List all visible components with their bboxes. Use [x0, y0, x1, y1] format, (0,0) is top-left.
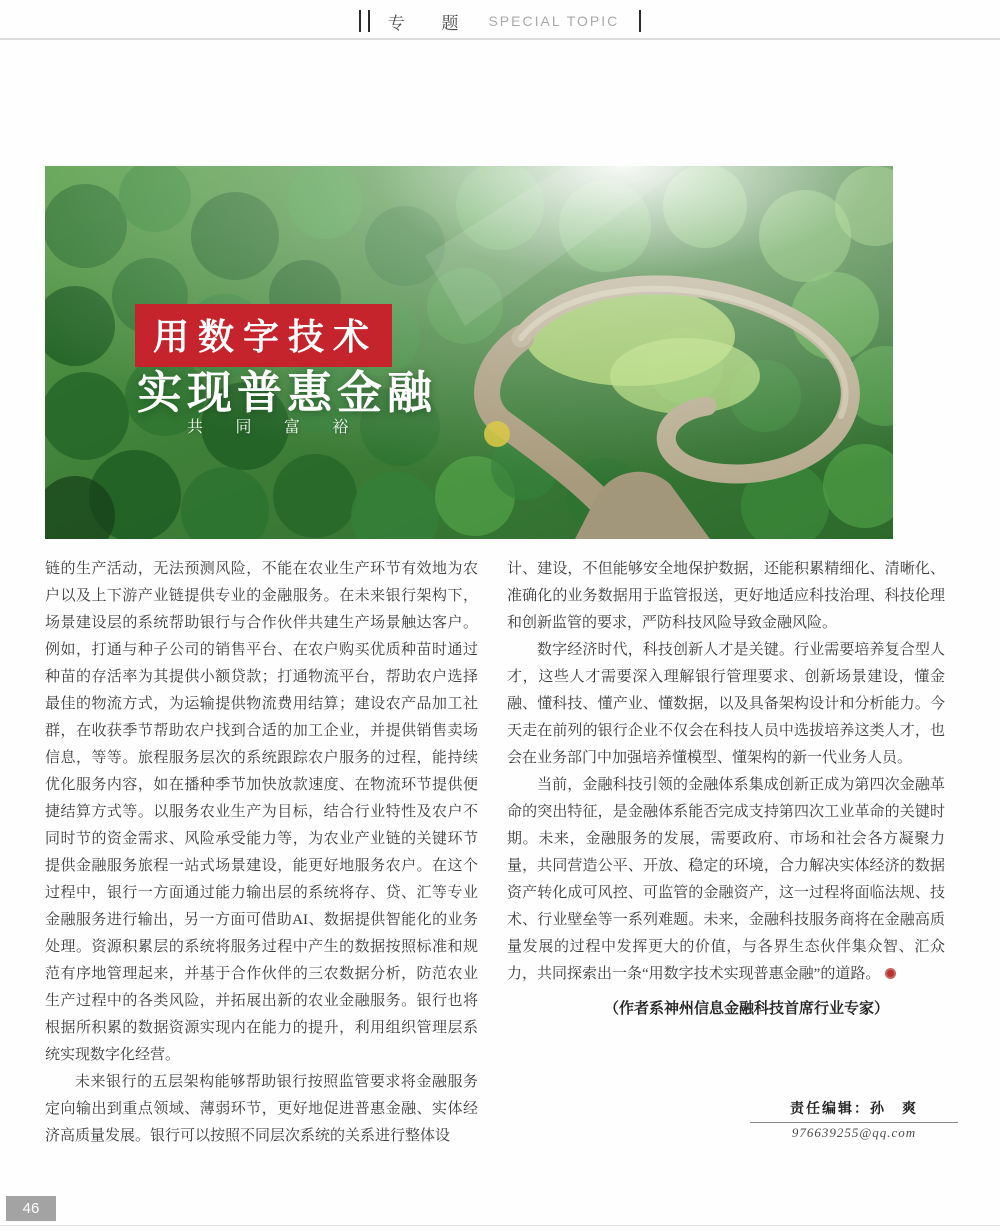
single-bar-icon	[639, 10, 641, 32]
hero-title-line2: 实现普惠金融	[137, 367, 438, 418]
right-paragraph-3-text: 当前，金融科技引领的金融体系集成创新正成为第四次金融革命的突出特征，是金融体系能否完成支持第四次工业革命的关键时期。未来，金融服务的发展，需要政府、市场和社会各方凝聚力量，共同营造公平、开放、稳定的环境，合力解决实体经济的数据资产转化成可风控、可监管的金融资产，这一过程将面临法规、技术、行业壁垒等一系列难题。未来，金融科技服务商将在金融高质量发展的过程中发挥更大的价值，与各界生态伙伴集众智、汇众力，共同探索出一条“用数字技术实现普惠金融”的道路。	[507, 777, 945, 982]
editor-email: 976639255@qq.com	[791, 1125, 917, 1140]
left-paragraph-1: 链的生产活动，无法预测风险，不能在农业生产环节有效地为农户以及上下游产业链提供专业的金融服务。在未来银行架构下，场景建设层的系统帮助银行与合作伙伴共建生产场景触达客户。例如，打通与种子公司的销售平台、在农户购买优质种苗时通过种苗的存活率为其提供小额贷款；打通物流平台，帮助农户选择最佳的物流方式，为运输提供物流费用结算；建设农产品加工社群，在收获季节帮助农户找到合适的加工企业，并提供销售卖场信息，等等。旅程服务层次的系统跟踪农户服务的过程，能持续优化服务内容，如在播种季节加快放款速度、在物流环节提供便捷结算方式等。以服务农业生产为目标，结合行业特性及农户不同时节的资金需求、风险承受能力等，为农业产业链的关键环节提供金融服务旅程一站式场景建设，能更好地服务农户。在这个过程中，银行一方面通过能力输出层的系统将存、贷、汇等专业金融服务进行输出，另一方面可借助AI、数据提供智能化的业务处理。资源积累层的系统将服务过程中产生的数据按照标准和规范有序地管理起来，并基于合作伙伴的三农数据分析，防范农业生产过程中的各类风险，并拓展出新的农业金融服务。银行也将根据所积累的数据资源实现内在能力的提升，利用组织管理层系统实现数字化经营。	[45, 561, 478, 1063]
article-right-column	[507, 556, 945, 1022]
header-title-cn: 专 题	[387, 13, 475, 33]
bottom-divider	[0, 1225, 1000, 1226]
page-header	[0, 6, 1000, 36]
hero-overlay	[45, 166, 893, 539]
right-paragraph-2: 数字经济时代，科技创新人才是关键。行业需要培养复合型人才，这些人才需要深入理解银行管理要求、创新场景建设，懂金融、懂科技、懂产业、懂数据，以及具备架构设计和分析能力。今天走在前列的银行企业不仅会在科技人员中选拔培养这类人才，也会在业务部门中加强培养懂模型、懂架构的新一代业务人员。	[507, 642, 945, 766]
left-paragraph-2: 未来银行的五层架构能够帮助银行按照监管要求将金融服务定向输出到重点领域、薄弱环节，更好地促进普惠金融、实体经济高质量发展。银行可以按照不同层次系统的关系进行整体设	[45, 1074, 478, 1144]
article-end-mark-icon	[885, 968, 896, 979]
header-title-en: SPECIAL TOPIC	[488, 13, 620, 29]
double-bar-icon	[359, 10, 370, 32]
hero-subtitle: 共 同 富 裕	[187, 419, 363, 436]
editor-name: 责任编辑：孙 爽	[750, 1098, 958, 1123]
article-left-column	[45, 556, 478, 1150]
editor-block	[750, 1098, 958, 1141]
right-paragraph-3	[507, 772, 945, 988]
hero-title-line1: 用数字技术	[135, 304, 392, 367]
page-number: 46	[6, 1196, 56, 1221]
hero-photo	[45, 166, 893, 539]
header-divider	[0, 38, 1000, 40]
author-note: （作者系神州信息金融科技首席行业专家）	[603, 1000, 889, 1017]
right-paragraph-1: 计、建设，不但能够安全地保护数据，还能积累精细化、清晰化、准确化的业务数据用于监管报送，更好地适应科技治理、科技伦理和创新监管的要求，严防科技风险导致金融风险。	[507, 561, 945, 631]
